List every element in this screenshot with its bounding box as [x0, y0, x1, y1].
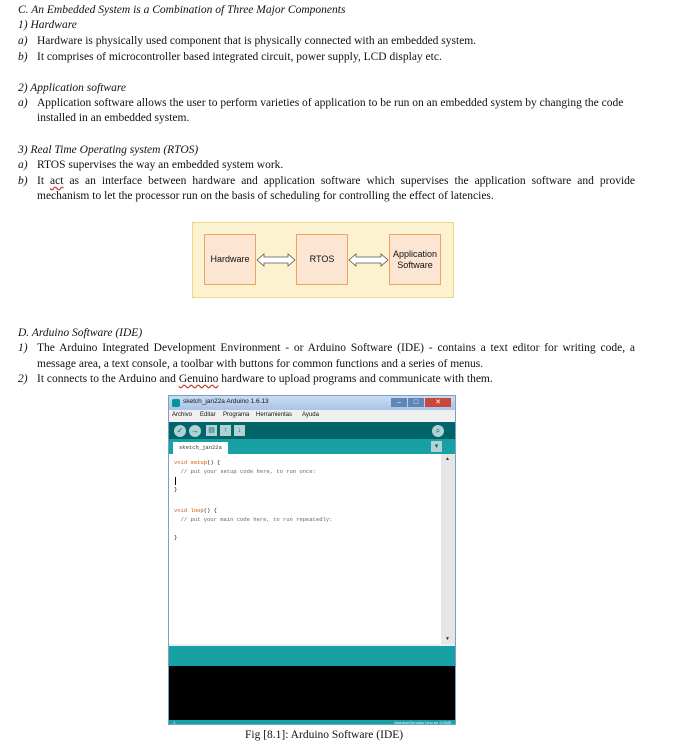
menu-editar[interactable]: Editar: [200, 412, 216, 418]
code-editor[interactable]: [169, 454, 441, 644]
rtos-point-b-cont: mechanism to let the processor run on the basis of scheduling for controlling the effect of latencies.: [37, 190, 494, 202]
board-port-label: Arduino/Genuino Uno en COM5: [394, 720, 451, 725]
double-arrow-icon: [256, 253, 296, 267]
figure-caption: Fig [8.1]: Arduino Software (IDE): [245, 729, 404, 741]
arduino-ide-screenshot: [168, 395, 456, 725]
item-marker: a): [18, 97, 28, 109]
arduino-point-2: It connects to the Arduino and Genuino hardware to upload programs and communicate with them.: [37, 373, 493, 385]
close-icon[interactable]: ✕: [425, 398, 451, 407]
app-software-point-a-cont: installed in an embedded system.: [37, 112, 190, 124]
text-console: [169, 666, 455, 720]
code-line: void setup() {: [174, 459, 221, 466]
app-software-point-a: Application software allows the user to perform varieties of application to be run on an embedded system by changing the code: [37, 97, 624, 109]
section-c-heading: C. An Embedded System is a Combination of Three Major Components: [18, 4, 346, 16]
code-line: }: [174, 534, 178, 541]
upload-icon[interactable]: →: [191, 426, 199, 435]
minimize-icon[interactable]: –: [391, 398, 407, 407]
tab-menu-icon[interactable]: ▾: [431, 441, 442, 452]
menu-herramientas[interactable]: Herramientas: [256, 412, 293, 418]
item-marker: 2): [18, 373, 28, 385]
spellcheck-word: act: [50, 175, 64, 187]
hardware-point-a: Hardware is physically used component that is physically connected with an embedded system.: [37, 35, 477, 47]
hardware-box: Hardware: [204, 234, 256, 285]
maximize-icon[interactable]: □: [408, 398, 424, 407]
editor-scrollbar[interactable]: [441, 454, 455, 644]
menu-ayuda[interactable]: Ayuda: [302, 412, 319, 418]
rtos-point-a: RTOS supervises the way an embedded system work.: [37, 159, 284, 171]
item-marker: 1): [18, 342, 28, 354]
text-cursor: [175, 477, 176, 485]
status-footer: [169, 720, 455, 725]
new-sketch-icon[interactable]: ▤: [206, 425, 217, 436]
menu-programa[interactable]: Programa: [223, 412, 250, 418]
menu-bar: [169, 410, 455, 422]
double-arrow-icon: [348, 253, 389, 267]
arduino-point-1-cont: message area, a text console, a toolbar with buttons for common functions and a series of menus.: [37, 358, 484, 370]
components-diagram: [192, 222, 454, 298]
code-comment: // put your main code here, to run repeatedly:: [174, 516, 333, 523]
item-marker: a): [18, 159, 28, 171]
item-marker: a): [18, 35, 28, 47]
item-marker: b): [18, 175, 28, 187]
rtos-point-b: It act as an interface between hardware and application software which supervises the application software and provide: [37, 175, 635, 187]
section-d-heading: D. Arduino Software (IDE): [18, 327, 143, 339]
hardware-point-b: It comprises of microcontroller based integrated circuit, power supply, LCD display etc.: [37, 51, 442, 63]
tab-sketch[interactable]: sketch_jan22a: [173, 442, 228, 454]
code-comment: // put your setup code here, to run once:: [174, 468, 316, 475]
rtos-box: RTOS: [296, 234, 348, 285]
open-icon[interactable]: ↑: [220, 425, 231, 436]
tab-bar: [169, 439, 455, 454]
app-software-heading: 2) Application software: [18, 82, 126, 94]
menu-archivo[interactable]: Archivo: [172, 412, 193, 418]
line-number: 1: [173, 720, 176, 725]
arduino-logo-icon: [172, 399, 180, 407]
toolbar: [169, 422, 455, 439]
serial-monitor-icon[interactable]: ⌕: [432, 425, 444, 437]
hardware-heading: 1) Hardware: [18, 19, 77, 31]
code-line: void loop() {: [174, 507, 217, 514]
scroll-down-icon[interactable]: ▼: [445, 636, 450, 642]
title-bar: [169, 396, 455, 410]
verify-icon[interactable]: ✓: [174, 425, 186, 437]
application-software-box: Application Software: [389, 234, 441, 285]
code-line: }: [174, 486, 178, 493]
scroll-up-icon[interactable]: ▲: [445, 456, 450, 462]
rtos-heading: 3) Real Time Operating system (RTOS): [18, 144, 199, 156]
message-area: [169, 646, 455, 666]
window-title: sketch_jan22a Arduino 1.6.13: [183, 398, 269, 405]
save-icon[interactable]: ↓: [234, 425, 245, 436]
spellcheck-word: Genuino: [178, 373, 219, 385]
arduino-point-1: The Arduino Integrated Development Environment - or Arduino Software (IDE) - contains a text editor for writing code, a: [37, 342, 635, 354]
item-marker: b): [18, 51, 28, 63]
